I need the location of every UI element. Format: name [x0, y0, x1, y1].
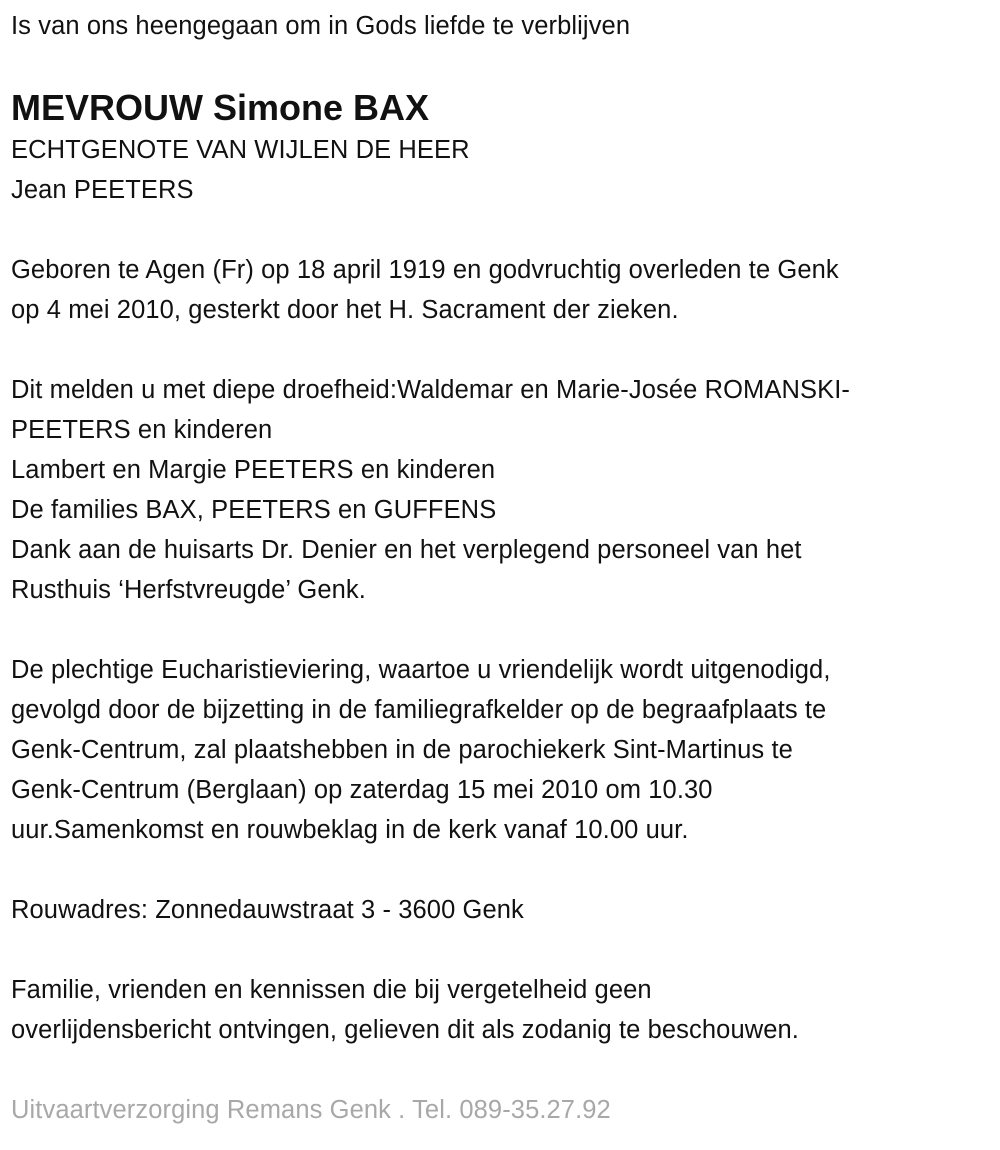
- spouse-label: ECHTGENOTE VAN WIJLEN DE HEER: [11, 136, 470, 164]
- deceased-name-title: MEVROUW Simone BAX: [11, 87, 430, 128]
- paragraph-line: gevolgd door de bijzetting in de familiegrafkelder op de begraafplaats te: [11, 696, 827, 724]
- spacer: [11, 930, 990, 970]
- paragraph-line: Familie, vrienden en kennissen die bij vergetelheid geen: [11, 976, 652, 1004]
- paragraph-line: Dank aan de huisarts Dr. Denier en het verplegend personeel van het: [11, 536, 802, 564]
- closing-paragraph: [11, 970, 990, 1050]
- paragraph-line: PEETERS en kinderen: [11, 416, 273, 444]
- paragraph-line: uur.Samenkomst en rouwbeklag in de kerk vanaf 10.00 uur.: [11, 816, 689, 844]
- spacer: [11, 1050, 990, 1090]
- paragraph-line: op 4 mei 2010, gesterkt door het H. Sacrament der zieken.: [11, 296, 679, 324]
- paragraph-line: De plechtige Eucharistieviering, waartoe u vriendelijk wordt uitgenodigd,: [11, 656, 831, 684]
- spacer: [11, 330, 990, 370]
- paragraph-line: Genk-Centrum, zal plaatshebben in de parochiekerk Sint-Martinus te: [11, 736, 793, 764]
- paragraph-line: Genk-Centrum (Berglaan) op zaterdag 15 mei 2010 om 10.30: [11, 776, 713, 804]
- spacer: [11, 850, 990, 890]
- paragraph-line: Geboren te Agen (Fr) op 18 april 1919 en godvruchtig overleden te Genk: [11, 256, 839, 284]
- announcers-paragraph: [11, 370, 990, 610]
- paragraph-line: Lambert en Margie PEETERS en kinderen: [11, 456, 496, 484]
- birth-death-paragraph: [11, 250, 990, 330]
- paragraph-line: De families BAX, PEETERS en GUFFENS: [11, 496, 497, 524]
- intro-text: Is van ons heengegaan om in Gods liefde te verblijven: [11, 12, 631, 40]
- paragraph-line: Rusthuis ‘Herfstvreugde’ Genk.: [11, 576, 366, 604]
- spouse-name: Jean PEETERS: [11, 176, 194, 204]
- mourning-address: Rouwadres: Zonnedauwstraat 3 - 3600 Genk: [11, 896, 524, 924]
- spacer: [11, 610, 990, 650]
- funeral-home-footer: Uitvaartverzorging Remans Genk . Tel. 089-35.27.92: [11, 1096, 611, 1124]
- spacer: [11, 210, 990, 250]
- ceremony-paragraph: [11, 650, 990, 850]
- paragraph-line: Dit melden u met diepe droefheid:Waldemar en Marie-Josée ROMANSKI-: [11, 376, 850, 404]
- paragraph-line: overlijdensbericht ontvingen, gelieven dit als zodanig te beschouwen.: [11, 1016, 799, 1044]
